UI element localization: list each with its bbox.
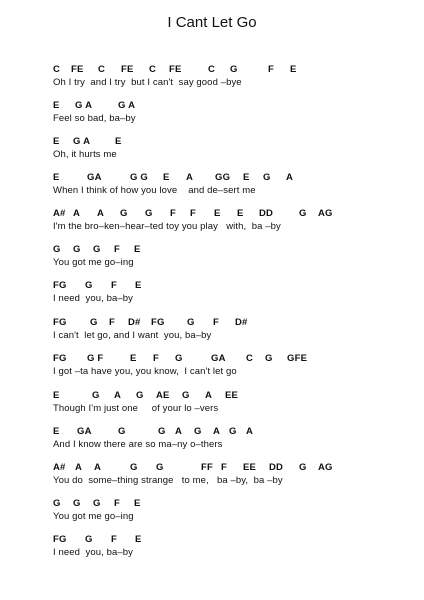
note-letter: G F: [87, 353, 104, 364]
note-line: [53, 172, 413, 184]
note-line: [53, 64, 413, 76]
note-letter: G: [53, 498, 61, 509]
note-letter: G: [90, 317, 98, 328]
note-letter: A: [97, 208, 105, 219]
note-letter: G: [93, 244, 101, 255]
note-letter: E: [237, 208, 244, 219]
note-letter: F: [268, 64, 275, 75]
note-letter: C: [208, 64, 216, 75]
note-letter: E: [135, 280, 142, 291]
note-letter: G: [120, 208, 128, 219]
note-line: [53, 208, 413, 220]
note-letter: F: [114, 498, 121, 509]
note-letter: G: [156, 462, 164, 473]
note-letter: A: [186, 172, 194, 183]
note-line: [53, 353, 413, 365]
note-letter: C: [98, 64, 106, 75]
note-letter: G A: [73, 136, 91, 147]
note-letter: G: [136, 390, 144, 401]
lyric-line: I can't let go, and I want you, ba–by: [53, 330, 212, 341]
note-letter: D#: [128, 317, 141, 328]
stanza: [53, 280, 413, 316]
note-letter: A#: [53, 462, 66, 473]
note-letter: G: [230, 64, 238, 75]
note-letter: AG: [318, 208, 333, 219]
stanza: [53, 208, 413, 244]
note-letter: A: [75, 462, 83, 473]
note-letter: E: [130, 353, 137, 364]
note-line: [53, 426, 413, 438]
note-letter: G: [229, 426, 237, 437]
note-letter: G: [118, 426, 126, 437]
note-letter: A: [73, 208, 81, 219]
stanza: [53, 317, 413, 353]
note-letter: G: [73, 244, 81, 255]
note-letter: F: [213, 317, 220, 328]
note-letter: G: [85, 534, 93, 545]
stanza: [53, 244, 413, 280]
note-line: [53, 498, 413, 510]
note-letter: A: [246, 426, 254, 437]
lyric-line: You do some–thing strange to me, ba –by, ba –by: [53, 475, 283, 486]
note-letter: E: [243, 172, 250, 183]
note-letter: G: [175, 353, 183, 364]
note-letter: E: [115, 136, 122, 147]
note-letter: F: [109, 317, 116, 328]
note-letter: G G: [130, 172, 149, 183]
note-letter: GFE: [287, 353, 308, 364]
note-letter: E: [135, 534, 142, 545]
note-letter: G: [145, 208, 153, 219]
note-letter: G: [299, 462, 307, 473]
note-letter: A: [286, 172, 294, 183]
note-letter: E: [290, 64, 297, 75]
note-line: [53, 390, 413, 402]
note-letter: A: [94, 462, 102, 473]
lyric-line: Feel so bad, ba–by: [53, 113, 136, 124]
stanza: [53, 390, 413, 426]
note-letter: G: [158, 426, 166, 437]
note-letter: EE: [243, 462, 257, 473]
note-letter: GA: [77, 426, 92, 437]
note-letter: E: [53, 172, 60, 183]
note-letter: FG: [53, 534, 67, 545]
note-letter: C: [53, 64, 61, 75]
note-letter: AG: [318, 462, 333, 473]
song-title: I Cant Let Go: [167, 14, 257, 31]
note-letter: G: [265, 353, 273, 364]
note-letter: E: [53, 100, 60, 111]
note-line: [53, 136, 413, 148]
note-letter: D#: [235, 317, 248, 328]
note-letter: FG: [151, 317, 165, 328]
note-letter: GA: [211, 353, 226, 364]
note-letter: G: [73, 498, 81, 509]
stanza: [53, 498, 413, 534]
note-letter: FG: [53, 280, 67, 291]
note-letter: G: [299, 208, 307, 219]
stanza: [53, 534, 413, 570]
note-letter: G A: [75, 100, 93, 111]
note-letter: A: [213, 426, 221, 437]
note-letter: C: [149, 64, 157, 75]
note-letter: C: [246, 353, 254, 364]
note-letter: E: [163, 172, 170, 183]
note-letter: GG: [215, 172, 231, 183]
lyric-line: Oh, it hurts me: [53, 149, 117, 160]
note-letter: FE: [169, 64, 182, 75]
stanza: [53, 172, 413, 208]
note-letter: G: [263, 172, 271, 183]
note-letter: E: [53, 426, 60, 437]
note-letter: DD: [269, 462, 284, 473]
note-letter: F: [114, 244, 121, 255]
note-letter: E: [134, 498, 141, 509]
note-letter: F: [111, 534, 118, 545]
note-letter: AE: [156, 390, 170, 401]
note-line: [53, 244, 413, 256]
stanza: [53, 462, 413, 498]
note-line: [53, 317, 413, 329]
note-letter: G: [93, 498, 101, 509]
lyric-line: Though I'm just one of your lo –vers: [53, 403, 219, 414]
lyric-line: You got me go–ing: [53, 511, 134, 522]
stanza: [53, 100, 413, 136]
lyric-line: When I think of how you love and de–sert me: [53, 185, 256, 196]
note-letter: G: [53, 244, 61, 255]
note-letter: DD: [259, 208, 274, 219]
note-letter: F: [170, 208, 177, 219]
note-letter: FE: [71, 64, 84, 75]
note-letter: A: [114, 390, 122, 401]
note-line: [53, 462, 413, 474]
note-letter: G: [92, 390, 100, 401]
note-line: [53, 280, 413, 292]
lyric-line: I need you, ba–by: [53, 547, 133, 558]
note-letter: G A: [118, 100, 136, 111]
lyric-line: Oh I try and I try but I can't say good –bye: [53, 77, 242, 88]
note-letter: FF: [201, 462, 214, 473]
note-letter: A#: [53, 208, 66, 219]
lyric-line: And I know there are so ma–ny o–thers: [53, 439, 223, 450]
note-letter: G: [130, 462, 138, 473]
lyric-line: I'm the bro–ken–hear–ted toy you play with, ba –by: [53, 221, 281, 232]
lyric-line: You got me go–ing: [53, 257, 134, 268]
note-letter: G: [85, 280, 93, 291]
lyric-line: I need you, ba–by: [53, 293, 133, 304]
note-letter: FG: [53, 353, 67, 364]
note-line: [53, 534, 413, 546]
note-letter: GA: [87, 172, 102, 183]
note-letter: FE: [121, 64, 134, 75]
stanza: [53, 64, 413, 100]
note-letter: EE: [225, 390, 239, 401]
note-line: [53, 100, 413, 112]
stanza: [53, 353, 413, 389]
note-letter: E: [53, 390, 60, 401]
stanza: [53, 136, 413, 172]
note-letter: E: [214, 208, 221, 219]
stanza: [53, 426, 413, 462]
note-letter: G: [182, 390, 190, 401]
note-letter: A: [175, 426, 183, 437]
note-letter: F: [111, 280, 118, 291]
note-letter: A: [205, 390, 213, 401]
note-letter: FG: [53, 317, 67, 328]
note-letter: F: [190, 208, 197, 219]
note-letter: F: [153, 353, 160, 364]
note-letter: E: [134, 244, 141, 255]
note-letter: F: [221, 462, 228, 473]
lyric-line: I got –ta have you, you know, I can't let go: [53, 366, 237, 377]
note-letter: E: [53, 136, 60, 147]
note-letter: G: [187, 317, 195, 328]
note-letter: G: [194, 426, 202, 437]
